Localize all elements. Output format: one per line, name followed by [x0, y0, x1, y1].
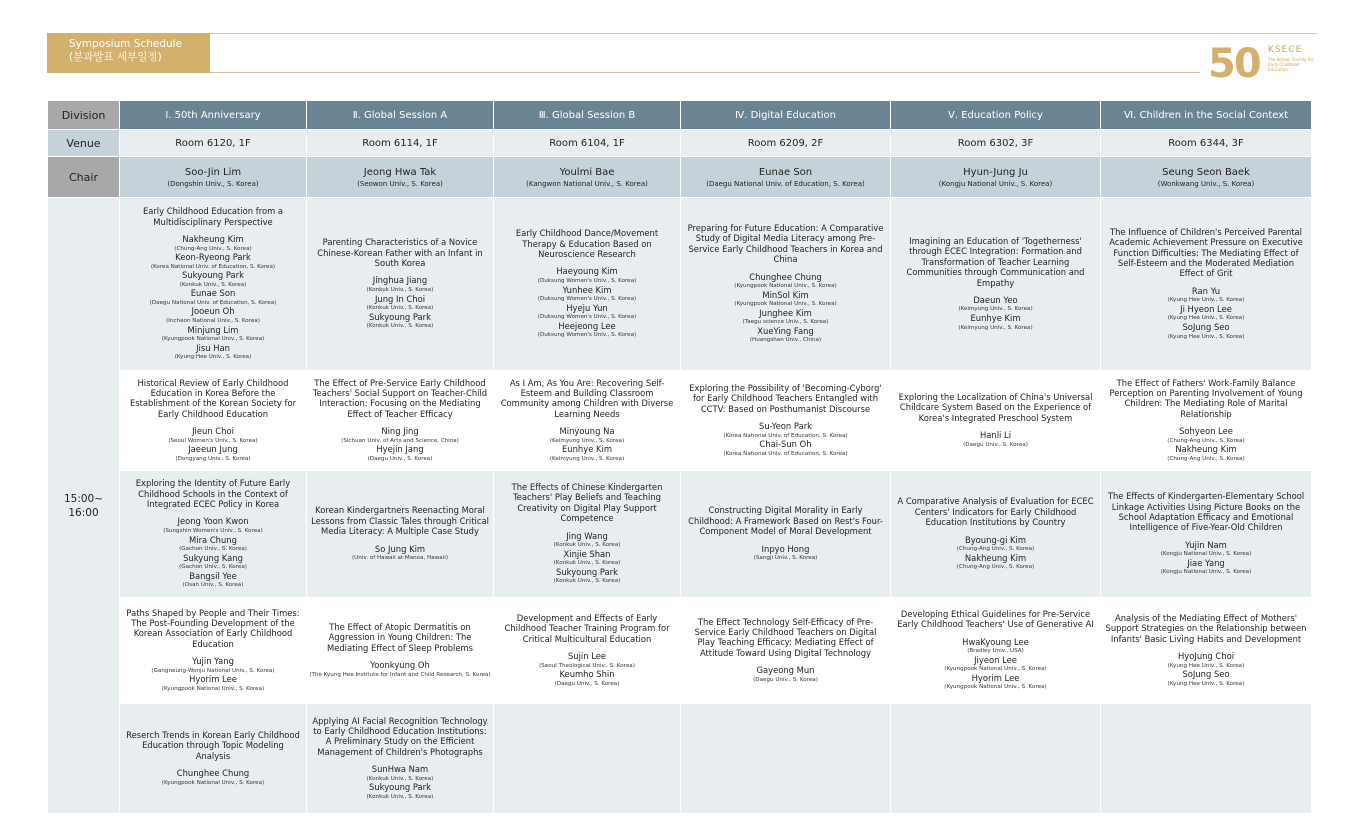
presentation-cell [681, 371, 891, 471]
chair-name: Jeong Hwa Tak [363, 166, 437, 178]
presentation-row [48, 198, 1312, 371]
presentation-title: The Effect of Fathers' Work-Family Balance Perception on Parenting Involvement of Young Children: The Mediating Role of Marital Relationship [1109, 377, 1303, 419]
author-affiliation: (Keimyung Univ., S. Korea) [958, 324, 1033, 331]
author-affiliation: (Konkuk Univ., S. Korea) [553, 560, 621, 567]
header-rule-top [210, 33, 1317, 34]
presentation-cell [120, 704, 307, 814]
presentation-row [48, 471, 1312, 598]
author-name: Sukyoung Park [556, 566, 618, 577]
author-affiliation: (Chung-Ang Univ., S. Korea) [956, 546, 1035, 553]
presentation-cell [307, 198, 494, 371]
logo-subtitle: The Korean Society for Early Childhood Education [1268, 57, 1314, 72]
author-name: Mira Chung [189, 534, 237, 545]
chair-cell [494, 157, 681, 198]
author-affiliation: (Kyung Hee Univ., S. Korea) [1167, 297, 1245, 304]
author-name: Bangsil Yee [189, 570, 237, 581]
header-rule-bottom [210, 72, 1200, 73]
author-name: Yunhee Kim [562, 284, 612, 295]
presentation-title: As I Am, As You Are: Recovering Self-Esteem and Building Classroom Community among Children with Diverse Learning Needs [500, 377, 674, 419]
author-affiliation: (Kongju National Univ., S. Korea) [1160, 569, 1252, 576]
author-affiliation: (Kyungpook National Univ., S. Korea) [734, 301, 837, 308]
author-affiliation: (Dongyang Univ., S. Korea) [175, 455, 251, 462]
author-name: Yujin Nam [1185, 539, 1227, 550]
author-affiliation: (Keimyung Univ., S. Korea) [958, 306, 1033, 313]
presentation-title: Preparing for Future Education: A Comparative Study of Digital Media Literacy among Pre-Service Early Childhood Teachers in Korea and China [687, 223, 884, 265]
author-affiliation: (Chung-Ang Univ., S. Korea) [174, 245, 252, 252]
author-name: Sohyeon Lee [1179, 426, 1233, 437]
presentation-cell [494, 198, 681, 371]
session-name: Ⅵ. Children in the Social Context [1101, 101, 1312, 130]
venue-cell: Room 6120, 1F [120, 130, 307, 157]
chair-cell [120, 157, 307, 198]
author-affiliation: (Konkuk Univ., S. Korea) [366, 286, 434, 293]
author-name: Minjung Lim [187, 324, 239, 335]
author-name: SunHwa Nam [371, 764, 429, 775]
author-affiliation: (Kyungpook National Univ., S. Korea) [944, 684, 1047, 691]
presentation-cell [681, 704, 891, 814]
author-affiliation: (Huangshan Univ., China) [749, 337, 822, 344]
author-name: Jooeun Oh [191, 306, 235, 317]
presentation-cell [120, 198, 307, 371]
author-name: Minyoung Na [559, 426, 615, 437]
time-line: 16:00 [68, 506, 99, 519]
venue-cell: Room 6302, 3F [891, 130, 1101, 157]
author-affiliation: (Kyung Hee Univ., S. Korea) [1167, 315, 1245, 322]
author-name: Su-Yeon Park [759, 421, 812, 432]
author-name: Eunhye Kim [970, 313, 1021, 324]
chair-affiliation: (Seowon Univ., S. Korea) [357, 179, 443, 188]
author-affiliation: (Kyungpook National Univ., S. Korea) [161, 336, 265, 343]
presentation-cell [307, 598, 494, 704]
author-name: Eunhye Kim [562, 444, 612, 455]
ksece-50-logo [1208, 42, 1318, 88]
chair-cell [681, 157, 891, 198]
presentation-title: Developing Ethical Guidelines for Pre-Service Early Childhood Teachers' Use of Generative AI [897, 608, 1094, 630]
author-affiliation: (Sichuan Univ. of Arts and Science, China) [341, 437, 459, 444]
author-name: HyoJung Choi [1177, 651, 1235, 662]
author-affiliation: (Osan Univ., S. Korea) [182, 582, 244, 589]
author-name: Nakheung Kim [964, 552, 1027, 563]
presentation-title: Reserch Trends in Korean Early Childhood Education through Topic Modeling Analysis [126, 729, 300, 761]
author-name: Ran Yu [1191, 285, 1221, 296]
division-label: Division [48, 101, 120, 130]
presentation-title: A Preliminary Study on the Efficient Management of Children's Photographs [317, 736, 483, 757]
author-affiliation: (Daegu National Univ. of Education, S. Korea) [149, 299, 277, 306]
presentation-title: The Effects of Chinese Kindergarten Teachers' Play Beliefs and Teaching Creativity on Digital Play Support Competence [511, 482, 663, 524]
venue-cell: Room 6114, 1F [307, 130, 494, 157]
author-affiliation: (Konkuk Univ., S. Korea) [366, 305, 434, 312]
author-name: Daeun Yeo [973, 294, 1018, 305]
author-affiliation: (The Kyung Hee Institute for Infant and Child Research, S. Korea) [309, 671, 491, 678]
presentation-title: Exploring the Possibility of 'Becoming-Cyborg' for Early Childhood Teachers Entangled with CCTV: Based on Posthumanist Discourse [689, 382, 882, 414]
chair-affiliation: (Kongju National Univ., S. Korea) [938, 179, 1053, 188]
venue-cell: Room 6344, 3F [1101, 130, 1312, 157]
time-line: 15:00~ [63, 492, 104, 505]
author-affiliation: (Kyung Hee Univ., S. Korea) [1167, 333, 1245, 340]
presentation-cell [891, 598, 1101, 704]
chair-label: Chair [48, 157, 120, 198]
session-name: Ⅱ. Global Session A [307, 101, 494, 130]
time-slot [48, 198, 120, 814]
author-name: So Jung Kim [374, 543, 426, 554]
author-name: Hyeju Yun [566, 302, 608, 313]
presentation-cell [120, 471, 307, 598]
author-affiliation: (Kyung Hee Univ., S. Korea) [174, 354, 252, 361]
presentation-title: The Effects of Kindergarten-Elementary School Linkage Activities Using Picture Books on the School Adaptation Efficacy and Emotional Intelligence of Five-Year-Old Children [1107, 491, 1305, 533]
author-affiliation: (Kyungpook National Univ., S. Korea) [161, 779, 265, 786]
division-row [48, 101, 1312, 130]
author-affiliation: (Kyung Hee Univ., S. Korea) [1167, 662, 1245, 669]
author-affiliation: (Kongju National Univ., S. Korea) [1160, 551, 1252, 558]
author-name: MinSol Kim [762, 289, 809, 300]
author-name: XueYing Fang [757, 325, 814, 336]
author-affiliation: (Konkuk Univ., S. Korea) [553, 542, 621, 549]
chair-row [48, 157, 1312, 198]
author-name: Hyorim Lee [971, 672, 1020, 683]
chair-cell [1101, 157, 1312, 198]
author-name: Sukyung Kang [183, 552, 243, 563]
presentation-cell [681, 471, 891, 598]
presentation-cell [307, 704, 494, 814]
presentation-title: The Effect of Pre-Service Early Childhood Teachers' Social Support on Teacher-Child Interaction: Focusing on the Mediating Effect of Teacher Efficacy [312, 377, 488, 419]
author-name: Sujin Lee [567, 651, 607, 662]
presentation-cell [307, 471, 494, 598]
author-affiliation: (Daegu Univ., S. Korea) [367, 455, 433, 462]
presentation-title: Development and Effects of Early Childhood Teacher Training Program for Critical Multicultural Education [504, 612, 670, 644]
author-name: Sukyoung Park [369, 311, 431, 322]
author-affiliation: (Bradley Univ., USA) [967, 648, 1024, 655]
header-subtitle: (분과발표 세부일정) [69, 51, 162, 63]
author-name: Hyorim Lee [189, 674, 237, 685]
chair-cell [307, 157, 494, 198]
author-affiliation: (Keimyung Univ., S. Korea) [549, 437, 625, 444]
author-name: Sukyoung Park [182, 270, 244, 281]
author-name: Chunghee Chung [176, 768, 250, 779]
presentation-title: Constructing Digital Morality in Early Childhood: A Framework Based on Rest's Four-Component Model of Moral Development [688, 505, 883, 537]
schedule-header-tab [47, 33, 210, 73]
presentation-cell [891, 198, 1101, 371]
chair-name: Hyun-Jung Ju [963, 166, 1028, 178]
author-affiliation: (Univ. of Hawaii at Manoa, Hawaii) [351, 555, 449, 562]
author-name: Jieun Choi [192, 426, 234, 437]
author-name: Ji Hyeon Lee [1180, 303, 1232, 314]
author-affiliation: (Daegu Univ., S. Korea) [753, 676, 818, 683]
author-affiliation: (Konkuk Univ., S. Korea) [179, 281, 247, 288]
author-affiliation: (Korea National Univ. of Education, S. Korea) [150, 263, 276, 270]
presentation-cell [891, 371, 1101, 471]
author-name: Jeong Yoon Kwon [177, 516, 249, 527]
presentation-cell [1101, 198, 1312, 371]
author-name: Ning Jing [381, 426, 419, 437]
author-affiliation: (Korea National Univ. of Education, S. Korea) [723, 450, 848, 457]
author-name: Inpyo Hong [761, 543, 810, 554]
presentation-cell [1101, 471, 1312, 598]
author-affiliation: (Kyungpook National Univ., S. Korea) [734, 283, 837, 290]
author-affiliation: (Konkuk Univ., S. Korea) [366, 323, 434, 330]
author-name: Byoung-gi Kim [964, 534, 1027, 545]
presentation-cell [1101, 371, 1312, 471]
presentation-cell [681, 198, 891, 371]
presentation-rows [48, 198, 1312, 814]
author-affiliation: (Duksung Women's Univ., S. Korea) [537, 277, 637, 284]
author-affiliation: (Duksung Women's Univ., S. Korea) [537, 296, 637, 303]
author-name: Haeyoung Kim [556, 266, 618, 277]
chair-name: Youlmi Bae [559, 166, 615, 178]
presentation-title: Early Childhood Education from a Multidisciplinary Perspective [142, 206, 284, 227]
author-name: SoJung Seo [1182, 669, 1230, 680]
author-name: Chai-Sun Oh [759, 439, 812, 450]
author-affiliation: (Duksung Women's Univ., S. Korea) [537, 314, 637, 321]
author-name: Heejeong Lee [558, 320, 616, 331]
presentation-cell [681, 598, 891, 704]
presentation-title: A Comparative Analysis of Evaluation for ECEC Centers' Indicators for Early Childhood Education Institutions by Country [897, 496, 1094, 528]
presentation-title: Korean Kindergartners Reenacting Moral Lessons from Classic Tales through Critical Media Literacy: A Multiple Case Study [311, 505, 489, 537]
chair-affiliation: (Daegu National Univ. of Education, S. Korea) [706, 179, 865, 188]
presentation-cell [494, 371, 681, 471]
author-name: Jinghua Jiang [372, 275, 428, 286]
author-affiliation: (Korea National Univ. of Education, S. Korea) [723, 432, 848, 439]
author-name: Nakheung Kim [1175, 444, 1237, 455]
session-name: Ⅰ. 50th Anniversary [120, 101, 307, 130]
presentation-cell [494, 598, 681, 704]
presentation-cell [494, 704, 681, 814]
author-affiliation: (Konkuk Univ., S. Korea) [366, 793, 434, 800]
author-affiliation: (Seoul Women's Univ., S. Korea) [168, 437, 258, 444]
presentation-row [48, 598, 1312, 704]
author-name: Yoonkyung Oh [370, 660, 430, 671]
chair-affiliation: (Wonkwang Univ., S. Korea) [1157, 179, 1255, 188]
author-name: HwaKyoung Lee [962, 636, 1029, 647]
author-affiliation: (Chung-Ang Univ., S. Korea) [956, 564, 1035, 571]
venue-row [48, 130, 1312, 157]
author-name: Junghee Kim [759, 307, 812, 318]
presentation-title: Applying AI Facial Recognition Technology to Early Childhood Education Institutions: [312, 715, 488, 736]
author-affiliation: (Konkuk Univ., S. Korea) [366, 775, 434, 782]
author-name: Chunghee Chung [749, 271, 822, 282]
author-name: Jiyeon Lee [974, 654, 1017, 665]
author-affiliation: (Kyungpook National Univ., S. Korea) [161, 685, 265, 692]
presentation-title: The Effect of Atopic Dermatitis on Aggression in Young Children: The Mediating Effect of Sleep Problems [326, 621, 474, 653]
author-affiliation: (Gachon Univ., S. Korea) [179, 546, 247, 553]
author-name: Keon-Ryeong Park [175, 252, 251, 263]
session-name: Ⅴ. Education Policy [891, 101, 1101, 130]
chair-name: Eunae Son [758, 166, 813, 178]
presentation-cell [1101, 598, 1312, 704]
author-name: Keumho Shin [559, 669, 615, 680]
author-name: Sukyoung Park [369, 782, 431, 793]
author-affiliation: (Incheon National Univ., S. Korea) [166, 317, 260, 324]
presentation-cell [307, 371, 494, 471]
author-affiliation: (Keimyung Univ., S. Korea) [549, 455, 625, 462]
author-affiliation: (Chung-Ang Univ., S. Korea) [1167, 455, 1245, 462]
schedule-table [47, 100, 1312, 814]
presentation-row [48, 704, 1312, 814]
session-name: Ⅲ. Global Session B [494, 101, 681, 130]
logo-name: KSECE [1268, 45, 1303, 55]
author-name: Eunae Son [190, 288, 236, 299]
presentation-cell [494, 471, 681, 598]
logo-number: 50 [1208, 41, 1260, 87]
presentation-row [48, 371, 1312, 471]
author-name: Yujin Yang [192, 656, 234, 667]
presentation-title: Paths Shaped by People and Their Times: The Post-Founding Development of the Korean Association of Early Childhood Education [126, 607, 300, 649]
author-affiliation: (Chung-Ang Univ., S. Korea) [1167, 437, 1245, 444]
header-title: Symposium Schedule [69, 38, 183, 50]
presentation-title: Imagining an Education of 'Togetherness' through ECEC Integration: Formation and Transformation of Teacher Learning Communities through Communication and Empathy [906, 235, 1085, 288]
chair-cell [891, 157, 1101, 198]
author-name: Gayeong Mun [756, 665, 815, 676]
author-name: SoJung Seo [1182, 322, 1230, 333]
author-name: Jisu Han [196, 342, 230, 353]
venue-label: Venue [48, 130, 120, 157]
venue-cell: Room 6104, 1F [494, 130, 681, 157]
author-name: Xinjie Shan [563, 548, 611, 559]
venue-cell: Room 6209, 2F [681, 130, 891, 157]
author-affiliation: (Seoul Theological Univ., S. Korea) [539, 662, 635, 669]
chair-name: Soo-Jin Lim [184, 166, 242, 178]
author-affiliation: (Kyungpook National Univ., S. Korea) [944, 666, 1047, 673]
author-affiliation: (Daegu Univ., S. Korea) [963, 441, 1028, 448]
author-affiliation: (Taegu science Univ., S. Korea) [742, 319, 829, 326]
author-affiliation: (Sangji Univ., S. Korea) [753, 555, 818, 562]
presentation-title: Exploring the Identity of Future Early Childhood Schools in the Context of Integrated ECEC Policy in Korea [135, 478, 291, 510]
author-name: Jaeeun Jung [188, 444, 238, 455]
author-affiliation: (Gangneung-Wonju National Univ., S. Korea) [151, 667, 275, 674]
author-affiliation: (Konkuk Univ., S. Korea) [553, 578, 621, 585]
presentation-title: Historical Review of Early Childhood Education in Korea Before the Establishment of the Korean Society for Early Childhood Education [129, 377, 297, 419]
author-name: Hanli Li [979, 430, 1012, 441]
author-name: Hyejin Jang [376, 444, 424, 455]
presentation-cell [120, 371, 307, 471]
presentation-title: Exploring the Localization of China's Universal Childcare System Based on the Experience of Korea's Integrated Preschool System [898, 391, 1093, 423]
session-name: Ⅳ. Digital Education [681, 101, 891, 130]
author-name: Jiae Yang [1187, 557, 1225, 568]
chair-affiliation: (Kangwon National Univ., S. Korea) [526, 179, 648, 188]
author-name: Jing Wang [566, 530, 608, 541]
presentation-title: Parenting Characteristics of a Novice Chinese-Korean Father with an Infant in South Korea [317, 237, 483, 269]
presentation-cell [1101, 704, 1312, 814]
chair-name: Seung Seon Baek [1162, 166, 1250, 178]
author-name: Nakheung Kim [182, 234, 244, 245]
presentation-cell [891, 704, 1101, 814]
presentation-title: Analysis of the Mediating Effect of Mothers' Support Strategies on the Relationship between Infants' Basic Living Habits and Development [1105, 612, 1307, 644]
author-affiliation: (Sungshin Women's Univ., S. Korea) [163, 527, 263, 534]
author-affiliation: (Duksung Women's Univ., S. Korea) [537, 332, 637, 339]
presentation-title: Early Childhood Dance/Movement Therapy & Education Based on Neuroscience Research [515, 228, 659, 260]
chair-affiliation: (Dongshin Univ., S. Korea) [167, 179, 259, 188]
presentation-cell [891, 471, 1101, 598]
author-affiliation: (Kyung Hee Univ., S. Korea) [1167, 680, 1245, 687]
presentation-title: The Effect Technology Self-Efficacy of Pre-Service Early Childhood Teachers on Digital Play Teaching Efficacy: Mediating Effect of Attitude Toward Using Digital Technology [694, 616, 877, 658]
author-affiliation: (Daegu Univ., S. Korea) [554, 680, 620, 687]
author-name: Jung In Choi [374, 293, 426, 304]
presentation-cell [120, 598, 307, 704]
presentation-title: The Influence of Children's Perceived Parental Academic Achievement Pressure on Executive Function Difficulties: The Mediating Effect of Self-Esteem and the Moderated Mediation Effect of Grit [1109, 226, 1303, 279]
author-affiliation: (Gachon Univ., S. Korea) [179, 564, 247, 571]
